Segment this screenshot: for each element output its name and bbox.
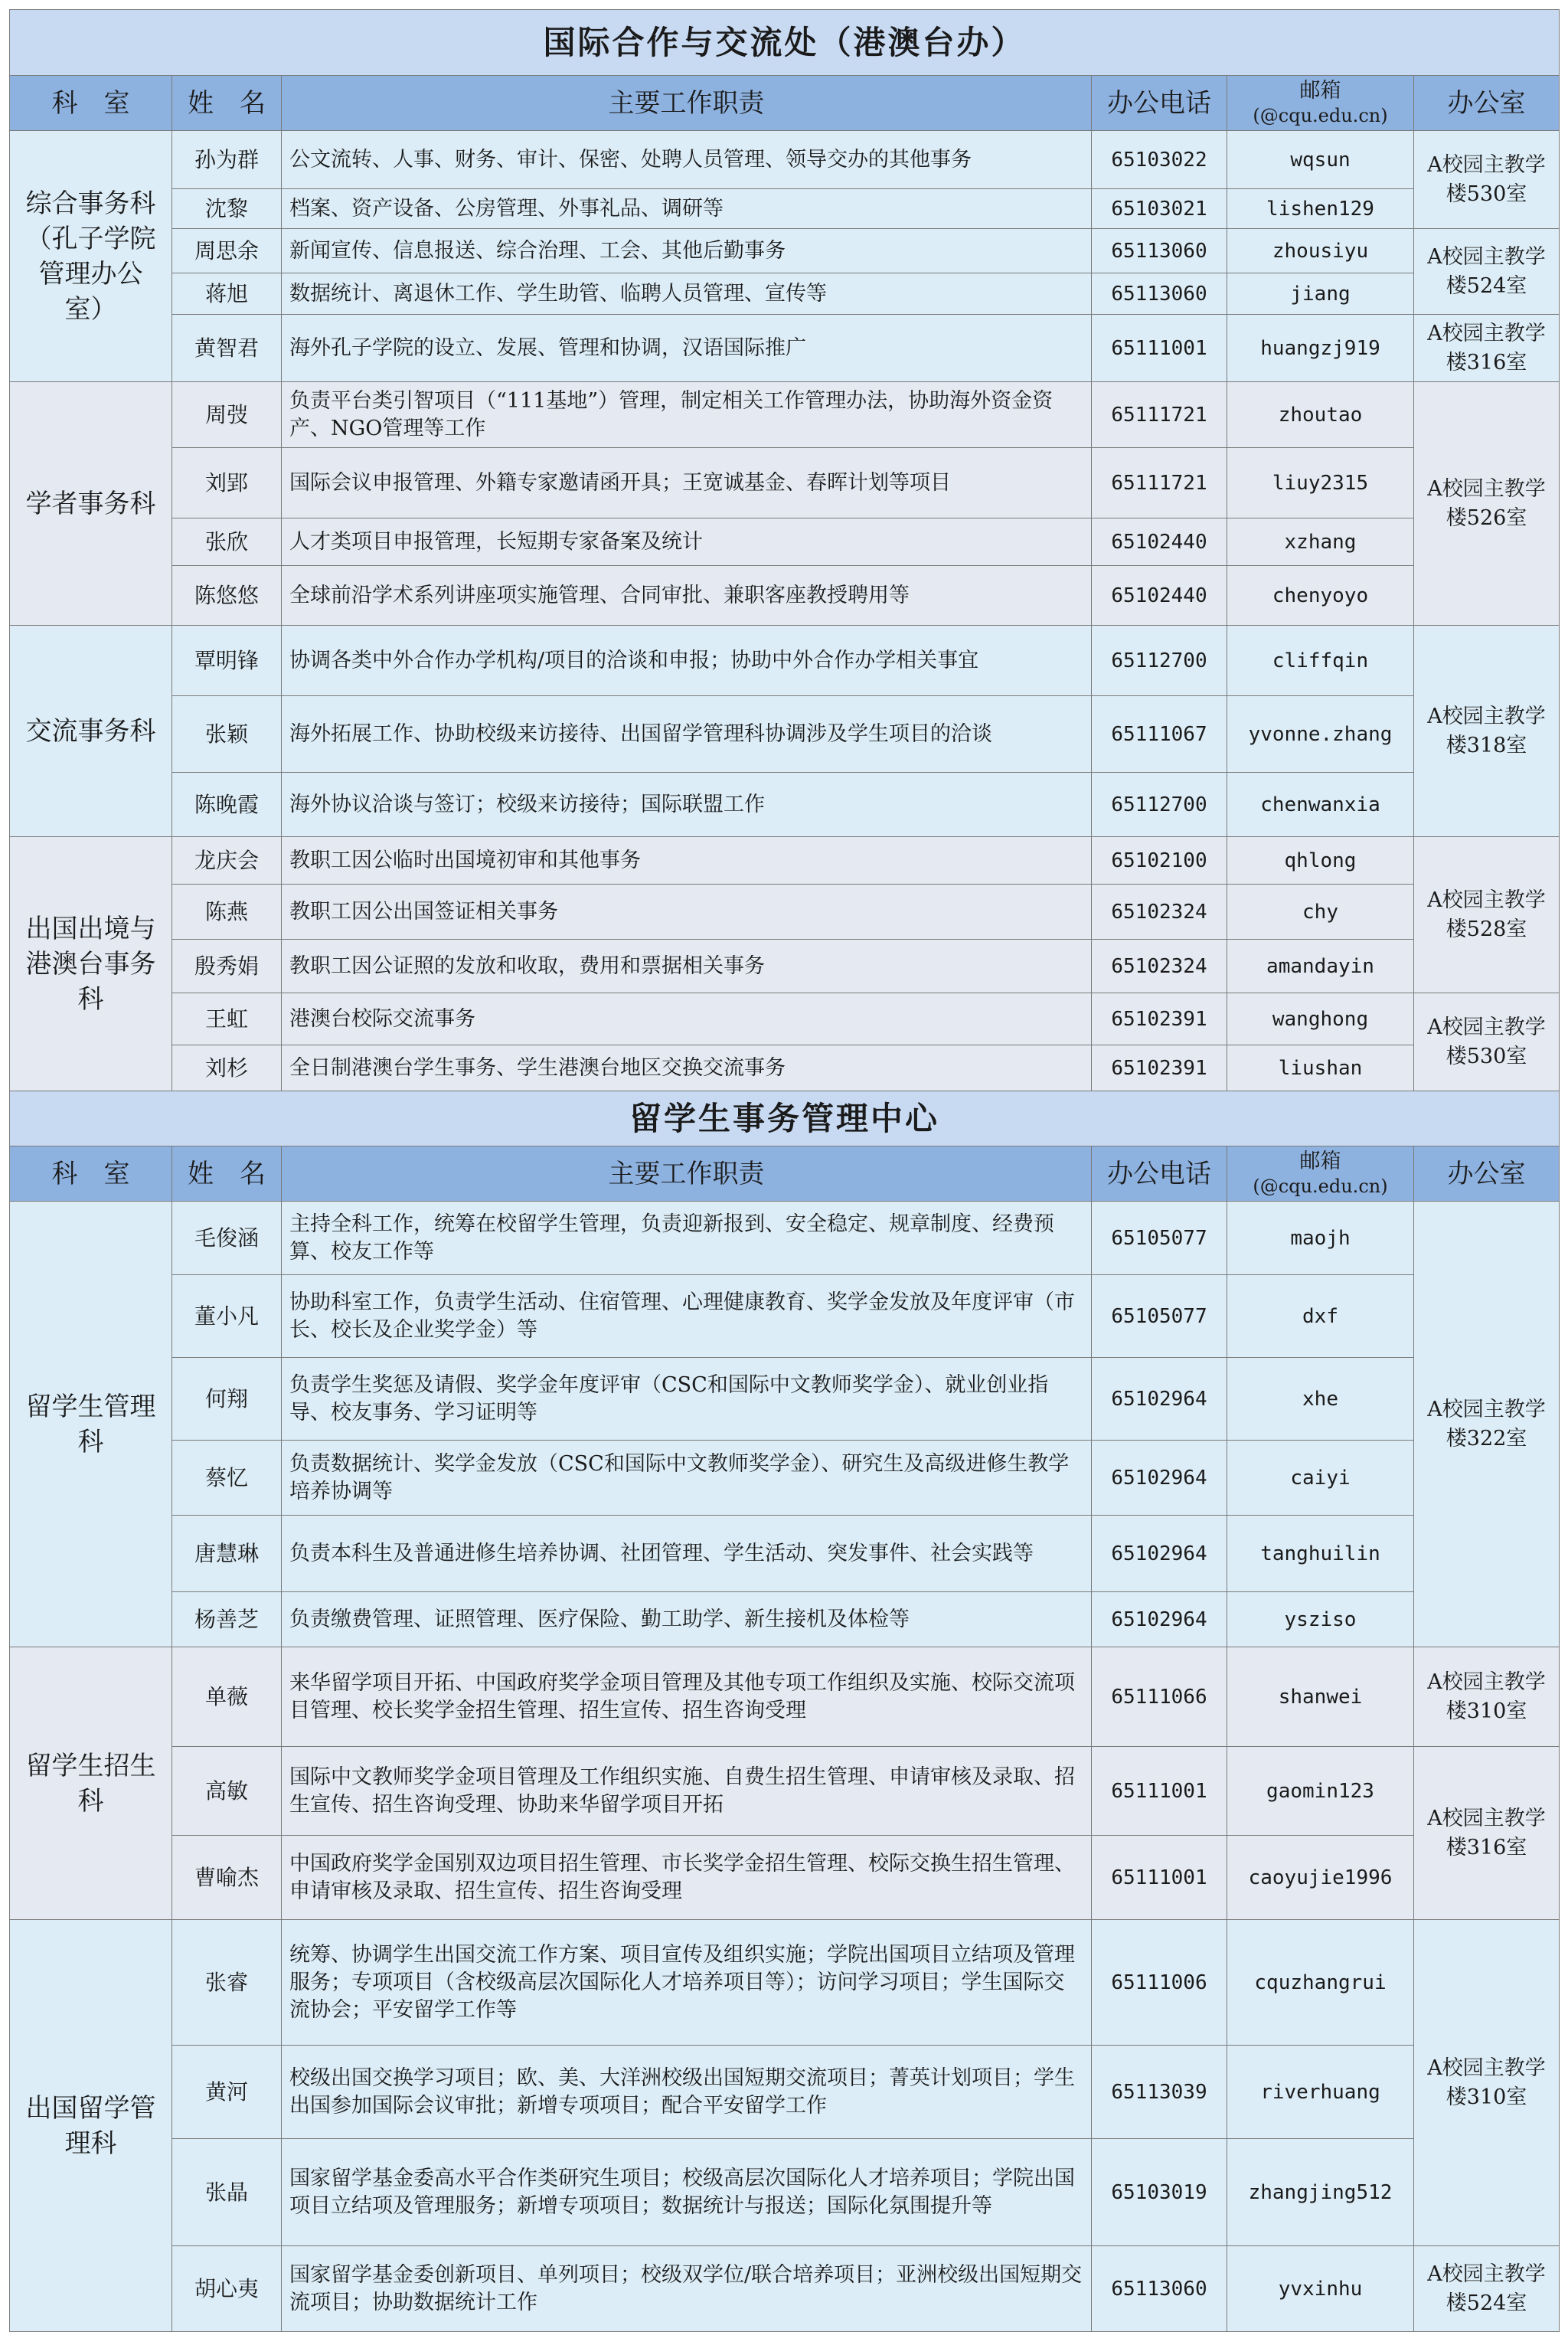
- header-dept: 科 室: [10, 1146, 172, 1202]
- email-cell: wqsun: [1227, 131, 1414, 189]
- duty-cell: 人才类项目申报管理，长短期专家备案及统计: [282, 518, 1092, 566]
- phone-cell: 65102440: [1092, 566, 1227, 626]
- duty-cell: 中国政府奖学金国别双边项目招生管理、市长奖学金招生管理、校际交换生招生管理、申请审核及录取、招生宣传、招生咨询受理: [282, 1836, 1092, 1920]
- table-row: [10, 1836, 1560, 1920]
- phone-cell: 65111721: [1092, 448, 1227, 518]
- duty-cell: 数据统计、离退休工作、学生助管、临聘人员管理、宣传等: [282, 273, 1092, 315]
- contact-sheet: [9, 9, 1559, 2332]
- phone-cell: 65111001: [1092, 1836, 1227, 1920]
- duty-cell: 校级出国交换学习项目；欧、美、大洋洲校级出国短期交流项目；菁英计划项目；学生出国参加国际会议审批；新增专项项目；配合平安留学工作: [282, 2046, 1092, 2139]
- name-cell: 陈晚霞: [172, 773, 282, 837]
- email-cell: jiang: [1227, 273, 1414, 315]
- duty-cell: 公文流转、人事、财务、审计、保密、处聘人员管理、领导交办的其他事务: [282, 131, 1092, 189]
- duty-cell: 协助科室工作，负责学生活动、住宿管理、心理健康教育、奖学金发放及年度评审（市长、校长及企业奖学金）等: [282, 1275, 1092, 1358]
- duty-cell: 负责数据统计、奖学金发放（CSC和国际中文教师奖学金）、研究生及高级进修生教学培养协调等: [282, 1441, 1092, 1516]
- table-row: [10, 2246, 1560, 2332]
- table-row: [10, 273, 1560, 315]
- header-email-domain: (@cqu.edu.cn): [1253, 1175, 1388, 1197]
- header-phone: 办公电话: [1092, 1146, 1227, 1202]
- table-row: [10, 2046, 1560, 2139]
- phone-cell: 65102324: [1092, 885, 1227, 940]
- office-cell: A校园主教学楼524室: [1414, 2246, 1560, 2332]
- duty-cell: 国际会议申报管理、外籍专家邀请函开具；王宽诚基金、春晖计划等项目: [282, 448, 1092, 518]
- email-cell: xzhang: [1227, 518, 1414, 566]
- office-cell: A校园主教学楼316室: [1414, 1747, 1560, 1920]
- name-cell: 杨善芝: [172, 1592, 282, 1647]
- header-phone: 办公电话: [1092, 76, 1227, 131]
- section-title-row: [10, 10, 1560, 76]
- table-row: [10, 626, 1560, 696]
- duty-cell: 统筹、协调学生出国交流工作方案、项目宣传及组织实施；学院出国项目立结项及管理服务；专项项目（含校级高层次国际化人才培养项目等）；访问学习项目；学生国际交流协会；平安留学工作等: [282, 1920, 1092, 2046]
- name-cell: 何翔: [172, 1358, 282, 1441]
- phone-cell: 65105077: [1092, 1275, 1227, 1358]
- phone-cell: 65102964: [1092, 1516, 1227, 1592]
- name-cell: 覃明锋: [172, 626, 282, 696]
- duty-cell: 档案、资产设备、公房管理、外事礼品、调研等: [282, 189, 1092, 229]
- name-cell: 董小凡: [172, 1275, 282, 1358]
- dept-cell: 综合事务科（孔子学院管理办公室）: [10, 131, 172, 382]
- office-cell: A校园主教学楼322室: [1414, 1202, 1560, 1647]
- email-cell: dxf: [1227, 1275, 1414, 1358]
- header-row: [10, 1146, 1560, 1202]
- phone-cell: 65113060: [1092, 273, 1227, 315]
- email-cell: wanghong: [1227, 993, 1414, 1045]
- phone-cell: 65112700: [1092, 626, 1227, 696]
- table-row: [10, 189, 1560, 229]
- duty-cell: 海外拓展工作、协助校级来访接待、出国留学管理科协调涉及学生项目的洽谈: [282, 696, 1092, 773]
- office-cell: A校园主教学楼310室: [1414, 1920, 1560, 2246]
- table-row: [10, 518, 1560, 566]
- email-cell: liushan: [1227, 1045, 1414, 1091]
- name-cell: 刘杉: [172, 1045, 282, 1091]
- header-email-domain: (@cqu.edu.cn): [1253, 104, 1388, 126]
- email-cell: chenyoyo: [1227, 566, 1414, 626]
- phone-cell: 65103022: [1092, 131, 1227, 189]
- table-row: [10, 1920, 1560, 2046]
- dept-cell: 出国留学管理科: [10, 1920, 172, 2332]
- email-cell: chy: [1227, 885, 1414, 940]
- phone-cell: 65113039: [1092, 2046, 1227, 2139]
- email-cell: liuy2315: [1227, 448, 1414, 518]
- office-cell: A校园主教学楼530室: [1414, 131, 1560, 229]
- dept-cell: 留学生管理科: [10, 1202, 172, 1647]
- name-cell: 龙庆会: [172, 837, 282, 885]
- duty-cell: 新闻宣传、信息报送、综合治理、工会、其他后勤事务: [282, 229, 1092, 273]
- phone-cell: 65102391: [1092, 993, 1227, 1045]
- name-cell: 殷秀娟: [172, 940, 282, 993]
- email-cell: maojh: [1227, 1202, 1414, 1275]
- name-cell: 蔡忆: [172, 1441, 282, 1516]
- phone-cell: 65102324: [1092, 940, 1227, 993]
- email-cell: zhoutao: [1227, 382, 1414, 448]
- header-office: 办公室: [1414, 1146, 1560, 1202]
- phone-cell: 65102964: [1092, 1441, 1227, 1516]
- email-cell: lishen129: [1227, 189, 1414, 229]
- name-cell: 陈燕: [172, 885, 282, 940]
- duty-cell: 主持全科工作，统筹在校留学生管理，负责迎新报到、安全稳定、规章制度、经费预算、校友工作等: [282, 1202, 1092, 1275]
- office-cell: A校园主教学楼318室: [1414, 626, 1560, 837]
- table-row: [10, 382, 1560, 448]
- duty-cell: 全日制港澳台学生事务、学生港澳台地区交换交流事务: [282, 1045, 1092, 1091]
- dept-cell: 留学生招生科: [10, 1647, 172, 1920]
- office-cell: A校园主教学楼526室: [1414, 382, 1560, 626]
- phone-cell: 65111066: [1092, 1647, 1227, 1747]
- table-row: [10, 1747, 1560, 1836]
- name-cell: 黄河: [172, 2046, 282, 2139]
- header-email: [1227, 76, 1414, 131]
- email-cell: xhe: [1227, 1358, 1414, 1441]
- phone-cell: 65103019: [1092, 2139, 1227, 2246]
- name-cell: 周思余: [172, 229, 282, 273]
- header-duty: 主要工作职责: [282, 1146, 1092, 1202]
- phone-cell: 65102100: [1092, 837, 1227, 885]
- table-row: [10, 1516, 1560, 1592]
- email-cell: yvxinhu: [1227, 2246, 1414, 2332]
- phone-cell: 65111001: [1092, 1747, 1227, 1836]
- section-title: 留学生事务管理中心: [10, 1091, 1560, 1146]
- name-cell: 张颖: [172, 696, 282, 773]
- header-email-label: 邮箱: [1299, 1149, 1341, 1173]
- phone-cell: 65113060: [1092, 229, 1227, 273]
- duty-cell: 港澳台校际交流事务: [282, 993, 1092, 1045]
- table-row: [10, 1647, 1560, 1747]
- duty-cell: 负责本科生及普通进修生培养协调、社团管理、学生活动、突发事件、社会实践等: [282, 1516, 1092, 1592]
- header-email: [1227, 1146, 1414, 1202]
- email-cell: gaomin123: [1227, 1747, 1414, 1836]
- office-cell: A校园主教学楼524室: [1414, 229, 1560, 315]
- duty-cell: 协调各类中外合作办学机构/项目的洽谈和申报；协助中外合作办学相关事宜: [282, 626, 1092, 696]
- section-title-row: [10, 1091, 1560, 1146]
- table-row: [10, 229, 1560, 273]
- name-cell: 孙为群: [172, 131, 282, 189]
- duty-cell: 教职工因公出国签证相关事务: [282, 885, 1092, 940]
- name-cell: 高敏: [172, 1747, 282, 1836]
- name-cell: 陈悠悠: [172, 566, 282, 626]
- duty-cell: 负责学生奖惩及请假、奖学金年度评审（CSC和国际中文教师奖学金）、就业创业指导、校友事务、学习证明等: [282, 1358, 1092, 1441]
- phone-cell: 65105077: [1092, 1202, 1227, 1275]
- email-cell: caiyi: [1227, 1441, 1414, 1516]
- email-cell: yvonne.zhang: [1227, 696, 1414, 773]
- name-cell: 刘郢: [172, 448, 282, 518]
- table-row: [10, 1045, 1560, 1091]
- duty-cell: 来华留学项目开拓、中国政府奖学金项目管理及其他专项工作组织及实施、校际交流项目管理、校长奖学金招生管理、招生宣传、招生咨询受理: [282, 1647, 1092, 1747]
- phone-cell: 65102964: [1092, 1592, 1227, 1647]
- dept-cell: 学者事务科: [10, 382, 172, 626]
- office-cell: A校园主教学楼316室: [1414, 315, 1560, 382]
- email-cell: zhousiyu: [1227, 229, 1414, 273]
- duty-cell: 负责平台类引智项目（“111基地”）管理，制定相关工作管理办法，协助海外资金资产、NGO管理等工作: [282, 382, 1092, 448]
- email-cell: cliffqin: [1227, 626, 1414, 696]
- email-cell: amandayin: [1227, 940, 1414, 993]
- table-row: [10, 696, 1560, 773]
- name-cell: 唐慧琳: [172, 1516, 282, 1592]
- email-cell: caoyujie1996: [1227, 1836, 1414, 1920]
- email-cell: qhlong: [1227, 837, 1414, 885]
- name-cell: 张欣: [172, 518, 282, 566]
- email-cell: ysziso: [1227, 1592, 1414, 1647]
- name-cell: 周弢: [172, 382, 282, 448]
- header-office: 办公室: [1414, 76, 1560, 131]
- phone-cell: 65112700: [1092, 773, 1227, 837]
- email-cell: cquzhangrui: [1227, 1920, 1414, 2046]
- header-name: 姓 名: [172, 1146, 282, 1202]
- name-cell: 胡心夷: [172, 2246, 282, 2332]
- phone-cell: 65102391: [1092, 1045, 1227, 1091]
- name-cell: 单薇: [172, 1647, 282, 1747]
- duty-cell: 国家留学基金委创新项目、单列项目；校级双学位/联合培养项目；亚洲校级出国短期交流项目；协助数据统计工作: [282, 2246, 1092, 2332]
- email-cell: huangzj919: [1227, 315, 1414, 382]
- phone-cell: 65102440: [1092, 518, 1227, 566]
- name-cell: 黄智君: [172, 315, 282, 382]
- name-cell: 沈黎: [172, 189, 282, 229]
- header-dept: 科 室: [10, 76, 172, 131]
- header-email-label: 邮箱: [1299, 78, 1341, 103]
- table-row: [10, 131, 1560, 189]
- table-row: [10, 1358, 1560, 1441]
- section-title: 国际合作与交流处（港澳台办）: [10, 10, 1560, 76]
- name-cell: 张睿: [172, 1920, 282, 2046]
- duty-cell: 国际中文教师奖学金项目管理及工作组织实施、自费生招生管理、申请审核及录取、招生宣传、招生咨询受理、协助来华留学项目开拓: [282, 1747, 1092, 1836]
- phone-cell: 65103021: [1092, 189, 1227, 229]
- dept-cell: 交流事务科: [10, 626, 172, 837]
- header-row: [10, 76, 1560, 131]
- phone-cell: 65111001: [1092, 315, 1227, 382]
- name-cell: 王虹: [172, 993, 282, 1045]
- table-row: [10, 885, 1560, 940]
- name-cell: 蒋旭: [172, 273, 282, 315]
- dept-cell: 出国出境与港澳台事务科: [10, 837, 172, 1091]
- table-row: [10, 315, 1560, 382]
- table-row: [10, 2139, 1560, 2246]
- table-row: [10, 1592, 1560, 1647]
- email-cell: shanwei: [1227, 1647, 1414, 1747]
- table-row: [10, 837, 1560, 885]
- office-cell: A校园主教学楼530室: [1414, 993, 1560, 1091]
- name-cell: 毛俊涵: [172, 1202, 282, 1275]
- duty-cell: 全球前沿学术系列讲座项实施管理、合同审批、兼职客座教授聘用等: [282, 566, 1092, 626]
- table-row: [10, 1202, 1560, 1275]
- duty-cell: 教职工因公临时出国境初审和其他事务: [282, 837, 1092, 885]
- table-row: [10, 1441, 1560, 1516]
- table-row: [10, 1275, 1560, 1358]
- name-cell: 曹喻杰: [172, 1836, 282, 1920]
- email-cell: riverhuang: [1227, 2046, 1414, 2139]
- duty-cell: 负责缴费管理、证照管理、医疗保险、勤工助学、新生接机及体检等: [282, 1592, 1092, 1647]
- contact-table: [9, 9, 1560, 2332]
- phone-cell: 65113060: [1092, 2246, 1227, 2332]
- office-cell: A校园主教学楼310室: [1414, 1647, 1560, 1747]
- header-name: 姓 名: [172, 76, 282, 131]
- table-row: [10, 566, 1560, 626]
- header-duty: 主要工作职责: [282, 76, 1092, 131]
- phone-cell: 65111067: [1092, 696, 1227, 773]
- duty-cell: 国家留学基金委高水平合作类研究生项目；校级高层次国际化人才培养项目；学院出国项目立结项及管理服务；新增专项项目；数据统计与报送；国际化氛围提升等: [282, 2139, 1092, 2246]
- office-cell: A校园主教学楼528室: [1414, 837, 1560, 993]
- table-row: [10, 773, 1560, 837]
- email-cell: chenwanxia: [1227, 773, 1414, 837]
- duty-cell: 海外孔子学院的设立、发展、管理和协调，汉语国际推广: [282, 315, 1092, 382]
- table-row: [10, 448, 1560, 518]
- phone-cell: 65111006: [1092, 1920, 1227, 2046]
- duty-cell: 教职工因公证照的发放和收取，费用和票据相关事务: [282, 940, 1092, 993]
- name-cell: 张晶: [172, 2139, 282, 2246]
- duty-cell: 海外协议洽谈与签订；校级来访接待；国际联盟工作: [282, 773, 1092, 837]
- email-cell: zhangjing512: [1227, 2139, 1414, 2246]
- phone-cell: 65102964: [1092, 1358, 1227, 1441]
- table-row: [10, 940, 1560, 993]
- email-cell: tanghuilin: [1227, 1516, 1414, 1592]
- table-row: [10, 993, 1560, 1045]
- phone-cell: 65111721: [1092, 382, 1227, 448]
